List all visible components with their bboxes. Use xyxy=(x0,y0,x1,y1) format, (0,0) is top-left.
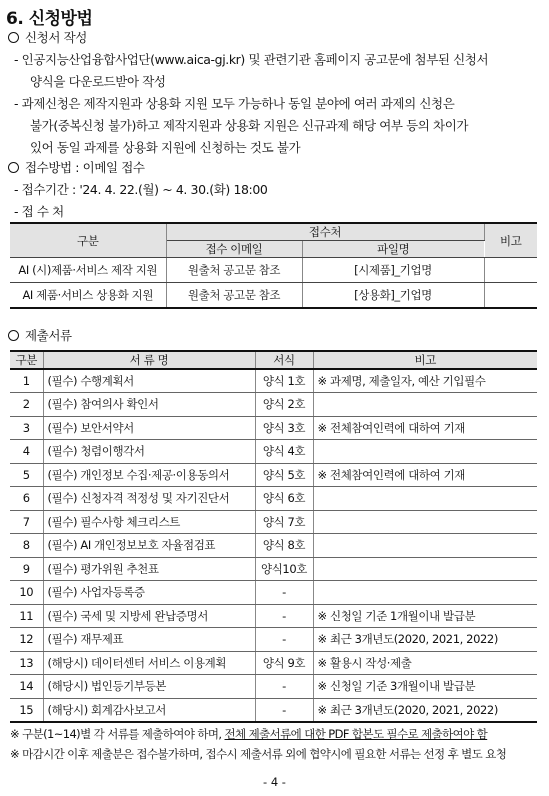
sec2-period: - 접수기간 : '24. 4. 22.(월) ~ 4. 30.(화) 18:00 xyxy=(14,182,268,197)
cell-form: 양식 6호 xyxy=(255,487,313,511)
cell-form: - xyxy=(255,604,313,628)
sec2-heading: 접수방법 : 이메일 접수 xyxy=(8,158,145,176)
cell-name: (필수) 재무제표 xyxy=(43,628,255,652)
sec1-bullet2-line1: - 과제신청은 제작지원과 상용화 지원 모두 가능하나 동일 분야에 여러 과제의 신청은 xyxy=(14,96,455,111)
cell-remark xyxy=(313,581,537,605)
cell-form: - xyxy=(255,628,313,652)
documents-table-body xyxy=(10,369,537,722)
table-row xyxy=(10,487,537,511)
receiver-table xyxy=(10,222,537,309)
cell-form: - xyxy=(255,698,313,722)
header-receiver: 접수처 xyxy=(166,223,484,241)
cell-form: 양식 1호 xyxy=(255,369,313,393)
cell-no: 3 xyxy=(10,416,43,440)
table-row xyxy=(10,283,537,308)
sec1-bullet1-line1: - 인공지능산업융합사업단(www.aica-gj.kr) 및 관련기관 홈페이지 공고문에 첨부된 신청서 xyxy=(14,52,489,67)
table-row xyxy=(10,557,537,581)
cell-remark xyxy=(313,393,537,417)
cell-no: 12 xyxy=(10,628,43,652)
cell-form: - xyxy=(255,581,313,605)
cell-no: 8 xyxy=(10,534,43,558)
cell-name: (필수) 수행계획서 xyxy=(43,369,255,393)
page-number: - 4 - xyxy=(263,775,286,789)
cell-remark xyxy=(313,557,537,581)
cell-form: 양식 7호 xyxy=(255,510,313,534)
cell-form: 양식 8호 xyxy=(255,534,313,558)
cell-category: AI 제품·서비스 상용화 지원 xyxy=(10,283,166,308)
sec3-heading: 제출서류 xyxy=(8,326,72,344)
table-row xyxy=(10,675,537,699)
header-email: 접수 이메일 xyxy=(166,241,302,258)
cell-name: (필수) 참여의사 확인서 xyxy=(43,393,255,417)
sec1-bullet2-line2: 불가(중복신청 불가)하고 제작지원과 상용화 지원은 신규과제 해당 여부 등의 차이가 xyxy=(30,118,469,133)
documents-table xyxy=(10,350,537,723)
note-2: ※ 마감시간 이후 제출분은 접수불가하며, 접수시 제출서류 외에 협약시에 필요한 서류는 선정 후 별도 요청 xyxy=(10,747,507,761)
cell-remark xyxy=(484,258,537,283)
cell-name: (해당시) 데이터센터 서비스 이용계획 xyxy=(43,651,255,675)
cell-form: 양식 2호 xyxy=(255,393,313,417)
cell-name: (필수) 평가위원 추천표 xyxy=(43,557,255,581)
cell-no: 13 xyxy=(10,651,43,675)
cell-remark: ※ 신청일 기준 1개월이내 발급분 xyxy=(313,604,537,628)
sec2-place: - 접 수 처 xyxy=(14,204,64,219)
cell-name: (필수) 국세 및 지방세 완납증명서 xyxy=(43,604,255,628)
cell-no: 2 xyxy=(10,393,43,417)
table-header-row xyxy=(10,223,537,241)
cell-email: 원출처 공고문 참조 xyxy=(166,258,302,283)
table-row xyxy=(10,258,537,283)
cell-name: (필수) 신청자격 적정성 및 자기진단서 xyxy=(43,487,255,511)
cell-filename: [시제품]_기업명 xyxy=(302,258,484,283)
cell-no: 6 xyxy=(10,487,43,511)
cell-name: (해당시) 회계감사보고서 xyxy=(43,698,255,722)
sec1-bullet2-line3: 있어 동일 과제를 상용화 지원에 신청하는 것도 불가 xyxy=(30,140,301,155)
table-row xyxy=(10,416,537,440)
cell-remark xyxy=(484,283,537,308)
cell-filename: [상용화]_기업명 xyxy=(302,283,484,308)
table-row xyxy=(10,463,537,487)
circle-bullet-icon xyxy=(8,330,19,341)
note-1: ※ 구분(1~14)별 각 서류를 제출하여야 하며, 전체 제출서류에 대한 PDF 합본도 필수로 제출하여야 함 xyxy=(10,727,488,741)
cell-name: (해당시) 법인등기부등본 xyxy=(43,675,255,699)
table-row xyxy=(10,369,537,393)
table-row xyxy=(10,440,537,464)
header-remark: 비고 xyxy=(484,223,537,258)
header-name: 서 류 명 xyxy=(43,351,255,369)
cell-remark xyxy=(313,487,537,511)
cell-category: AI (시)제품·서비스 제작 지원 xyxy=(10,258,166,283)
cell-name: (필수) 필수사항 체크리스트 xyxy=(43,510,255,534)
cell-no: 4 xyxy=(10,440,43,464)
cell-form: - xyxy=(255,675,313,699)
cell-no: 9 xyxy=(10,557,43,581)
cell-remark xyxy=(313,510,537,534)
cell-remark xyxy=(313,534,537,558)
table-row xyxy=(10,510,537,534)
cell-name: (필수) 개인정보 수집·제공·이용동의서 xyxy=(43,463,255,487)
table-row xyxy=(10,393,537,417)
cell-name: (필수) 보안서약서 xyxy=(43,416,255,440)
table-row xyxy=(10,534,537,558)
table-row xyxy=(10,628,537,652)
table-row xyxy=(10,651,537,675)
table-row xyxy=(10,581,537,605)
cell-name: (필수) 청렴이행각서 xyxy=(43,440,255,464)
header-no: 구분 xyxy=(10,351,43,369)
cell-no: 14 xyxy=(10,675,43,699)
cell-remark: ※ 과제명, 제출일자, 예산 기입필수 xyxy=(313,369,537,393)
cell-no: 7 xyxy=(10,510,43,534)
cell-remark: ※ 신청일 기준 3개월이내 발급분 xyxy=(313,675,537,699)
table-row xyxy=(10,604,537,628)
cell-remark xyxy=(313,440,537,464)
cell-email: 원출처 공고문 참조 xyxy=(166,283,302,308)
section-title: 6. 신청방법 xyxy=(6,9,93,29)
header-filename: 파일명 xyxy=(302,241,484,258)
header-remark: 비고 xyxy=(313,351,537,369)
sec1-heading: 신청서 작성 xyxy=(8,28,87,46)
cell-form: 양식 5호 xyxy=(255,463,313,487)
table-row xyxy=(10,698,537,722)
cell-remark: ※ 최근 3개년도(2020, 2021, 2022) xyxy=(313,698,537,722)
cell-no: 5 xyxy=(10,463,43,487)
cell-no: 1 xyxy=(10,369,43,393)
cell-name: (필수) 사업자등록증 xyxy=(43,581,255,605)
cell-form: 양식 3호 xyxy=(255,416,313,440)
cell-form: 양식 9호 xyxy=(255,651,313,675)
header-form: 서식 xyxy=(255,351,313,369)
cell-no: 15 xyxy=(10,698,43,722)
cell-remark: ※ 최근 3개년도(2020, 2021, 2022) xyxy=(313,628,537,652)
circle-bullet-icon xyxy=(8,32,19,43)
sec1-bullet1-line2: 양식을 다운로드받아 작성 xyxy=(30,74,166,89)
cell-remark: ※ 활용시 작성·제출 xyxy=(313,651,537,675)
table-header-row xyxy=(10,351,537,369)
circle-bullet-icon xyxy=(8,162,19,173)
cell-no: 10 xyxy=(10,581,43,605)
cell-remark: ※ 전체참여인력에 대하여 기재 xyxy=(313,416,537,440)
cell-form: 양식 4호 xyxy=(255,440,313,464)
header-category: 구분 xyxy=(10,223,166,258)
cell-name: (필수) AI 개인정보보호 자율점검표 xyxy=(43,534,255,558)
cell-no: 11 xyxy=(10,604,43,628)
cell-form: 양식10호 xyxy=(255,557,313,581)
cell-remark: ※ 전체참여인력에 대하여 기재 xyxy=(313,463,537,487)
